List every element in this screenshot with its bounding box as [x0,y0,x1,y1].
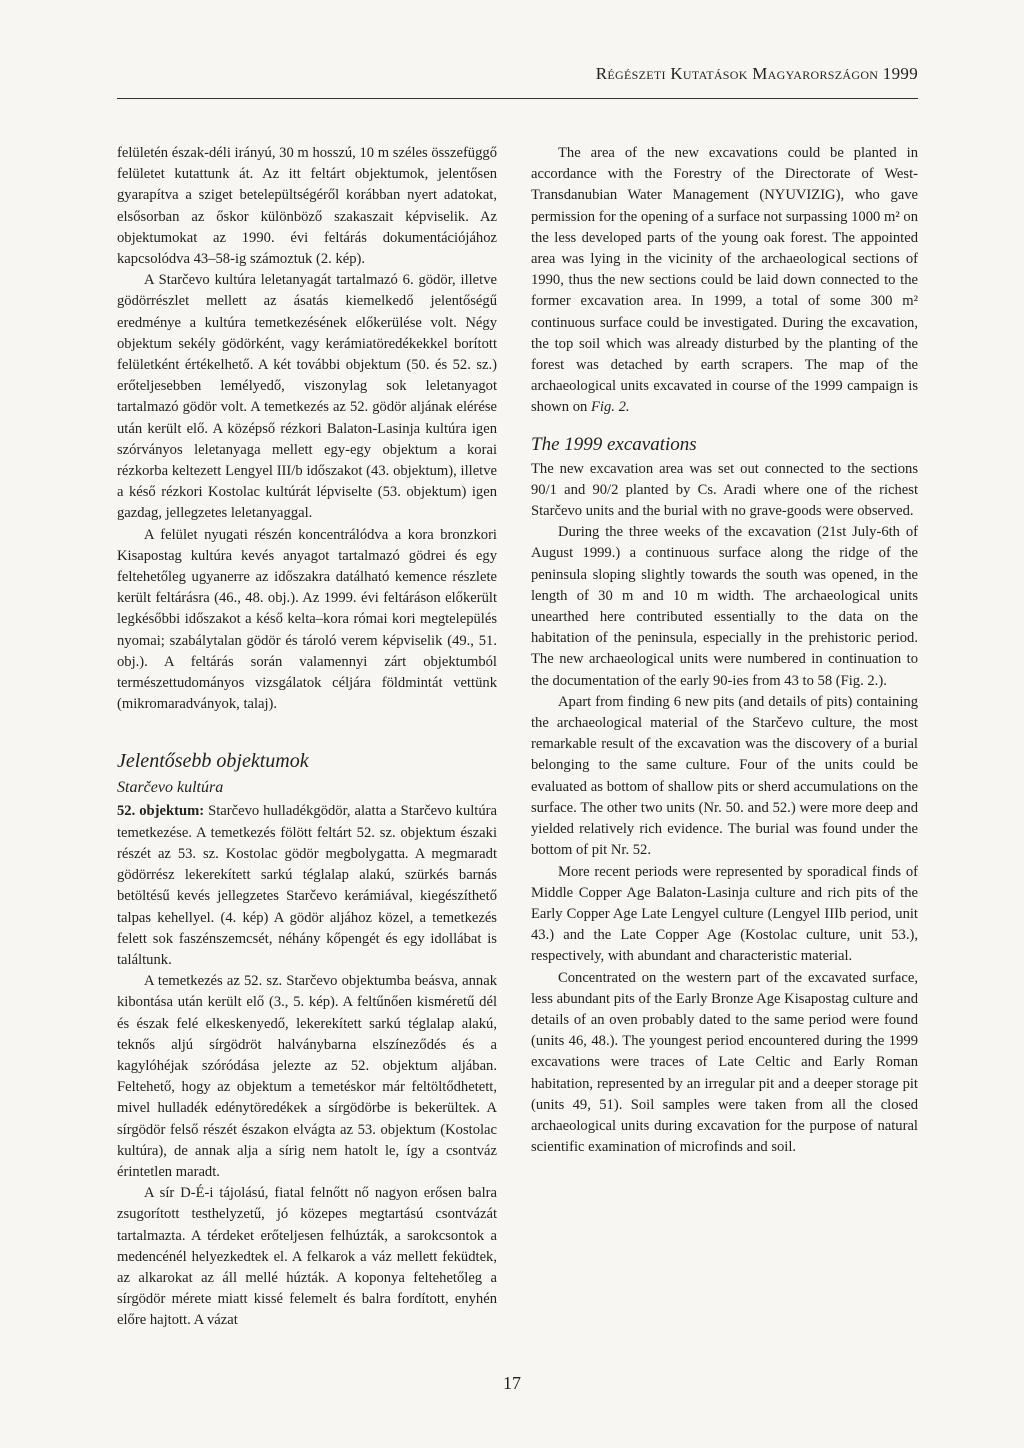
figure-reference: Fig. 2. [591,399,630,416]
paragraph: A Starčevo kultúra leletanyagát tartalmazó 6. gödör, illetve gödörrészlet mellett az ásatás kiemelkedő jelentőségű eredménye a kultúra temetkezésének előkerülése volt. Négy objektum sekély gödörként, vagy kerámiatöredékekkel borított felületként értékelhető. A két további objektum (50. és 52. sz.) erőteljesebben lemélyedő, viszonylag sok leletanyagot tartalmazó gödör volt. A temetkezés az 52. gödör aljának elérése után került elő. A középső rézkori Balaton-Lasinja kultúra igen szórványos leletanyaga mellett egy-egy objektum a korai rézkorba keltezett Lengyel III/b időszakot (43. objektum), illetve a késő rézkori Kostolac kultúrát lépviselte (53. objektum) igen gazdag, jellegzetes leletanyaggal. [117,272,497,522]
paragraph: During the three weeks of the excavation (21st July-6th of August 1999.) a continuous surface along the ridge of the peninsula sloping slightly towards the south was opened, in the length of 30 m and 10 m width. The archaeological units unearthed here contributed essentially to the data on the habitation of the peninsula, especially in the prehistoric period. The new archaeological units were numbered in continuation to the documentation of the early 90-ies from 43 to 58 (Fig. 2.). [531,524,918,689]
right-column [531,143,918,1158]
section-title: The 1999 excavations [531,433,697,455]
paragraph: felületén észak-déli irányú, 30 m hosszú, 10 m széles összefüggő felületet kutattunk át. Az itt feltárt objektumok, jelentősen gyarapítva a sziget betelepültségéről korábban nyert adatokat, elsősorban az őskor különböző szakaszait képviselik. Az objektumokat az 1990. évi feltárás dokumentációjához kapcsolódva 43–58-ig számoztuk (2. kép). [117,145,497,268]
paragraph: A felület nyugati részén koncentrálódva a kora bronzkori Kisapostag kultúra kevés anyagot tartalmazó gödrei és egy feltehetőleg ugyanerre az időszakra datálható kemence részlete került feltárásra (46., 48. obj.). Az 1999. évi feltáráson előkerült legkésőbbi időszakot a késő kelta–kora római kori megtelepülés nyomai; szabálytalan gödör és tároló verem képviselik (49., 51. obj.). A feltárás során valamennyi zárt objektumból természettudományos vizsgálatok céljára földmintát vettünk (mikromaradványok, talaj). [117,526,497,713]
page-number: 17 [503,1373,521,1393]
paragraph: Apart from finding 6 new pits (and details of pits) containing the archaeological material of the Starčevo culture, the most remarkable result of the excavation was the discovery of a burial belonging to the same culture. Four of the units could be evaluated as bottom of shallow pits or sherd accumulations on the surface. The other two units (Nr. 50. and 52.) were more deep and yielded relatively rich evidence. The burial was found under the bottom of pit Nr. 52. [531,693,918,859]
paragraph [531,143,918,419]
paragraph: A temetkezés az 52. sz. Starčevo objektumba beásva, annak kibontása után került elő (3., 5. kép). A feltűnően kisméretű dél és észak felé elkeskenyedő, lekerekített sarkú téglalap alakú, teknős aljú sírgödröt halványbarna elszíneződés és a kagylóhéjak szóródása jelezte az 52. objektum aljában. Feltehető, hogy az objektum a temetéskor már feltöltődhetett, mivel hulladék edénytöredékek a sírgödörbe is bekerültek. A sírgödör felső részét északon elvágta az 53. objektum (Kostolac kultúra), de annak alja a sírig nem hatolt le, így a csontváz érintetlen maradt. [117,973,497,1180]
header-rule [117,98,918,99]
section-title: Jelentősebb objektumok [117,750,309,773]
subsection-title: Starčevo kultúra [117,779,224,797]
running-header: Régészeti Kutatások Magyarországon 1999 [595,64,918,83]
object-label: 52. objektum: [117,803,205,820]
left-column [117,143,497,1332]
object-text: Starčevo hulladékgödör, alatta a Starčevo kultúra temetkezése. A temetkezés fölött feltárt 52. sz. objektum északi részét az 53. sz. Kostolac gödör megbolygatta. A megmaradt gödörrész lekerekített sarkú téglalap alakú, szürkés barnás betöltésű kevés jellegzetes Starčevo kerámiával, kiegészíthető talpas kehellyel. (4. kép) A gödör aljához közel, a temetkezés felett sok faszénszemcsét, néhány kőpengét és egy idollábat is találtunk. [117,803,497,968]
paragraph-text: The area of the new excavations could be planted in accordance with the Forestry of the Directorate of West-Transdanubian Water Management (NYUVIZIG), who gave permission for the opening of a surface not surpassing 1000 m² on the less developed parts of the young oak forest. The appointed area was lying in the vicinity of the archaeological sections of 1990, thus the new sections could be laid down connected to the former excavation area. In 1999, a total of some 300 m² continuous surface could be investigated. During the excavation, the top soil which was already disturbed by the planting of the forest was detached by earth scrapers. The map of the archaeological units excavated in course of the 1999 campaign is shown on [531,145,918,416]
object-entry [117,801,497,971]
paragraph: Concentrated on the western part of the excavated surface, less abundant pits of the Early Bronze Age Kisapostag culture and details of an oven probably dated to the same period were found (units 46, 48.). The youngest period encountered during the 1999 excavations were traces of Late Celtic and Early Roman habitation, represented by an irregular pit and a deeper storage pit (units 49, 51). Soil samples were taken from all the closed archaeological units during excavation for the purpose of natural scientific examination of microfinds and soil. [531,969,918,1156]
paragraph: A sír D-É-i tájolású, fiatal felnőtt nő nagyon erősen balra zsugorított testhelyzetű, jó közepes megtartású csontvázát tartalmazta. A térdeket erőteljesen felhúzták, a sarokcsontok a medencénél helyezkedtek el. A felkarok a váz mellett feküdtek, az alkarokat az áll mellé húzták. A koponya feltehetőleg a sírgödör mérete miatt kissé felemelt és balra fordított, enyhén előre hajtott. A vázat [117,1185,497,1329]
paragraph: The new excavation area was set out connected to the sections 90/1 and 90/2 planted by Cs. Aradi where one of the richest Starčevo units and the burial with no grave-goods were observed. [531,460,918,520]
paragraph: More recent periods were represented by sporadical finds of Middle Copper Age Balaton-Lasinja culture and rich pits of the Early Copper Age Late Lengyel culture (Lengyel IIIb period, unit 43.) and the Late Copper Age (Kostolac culture, unit 53.), respectively, with abundant and characteristic material. [531,863,918,965]
